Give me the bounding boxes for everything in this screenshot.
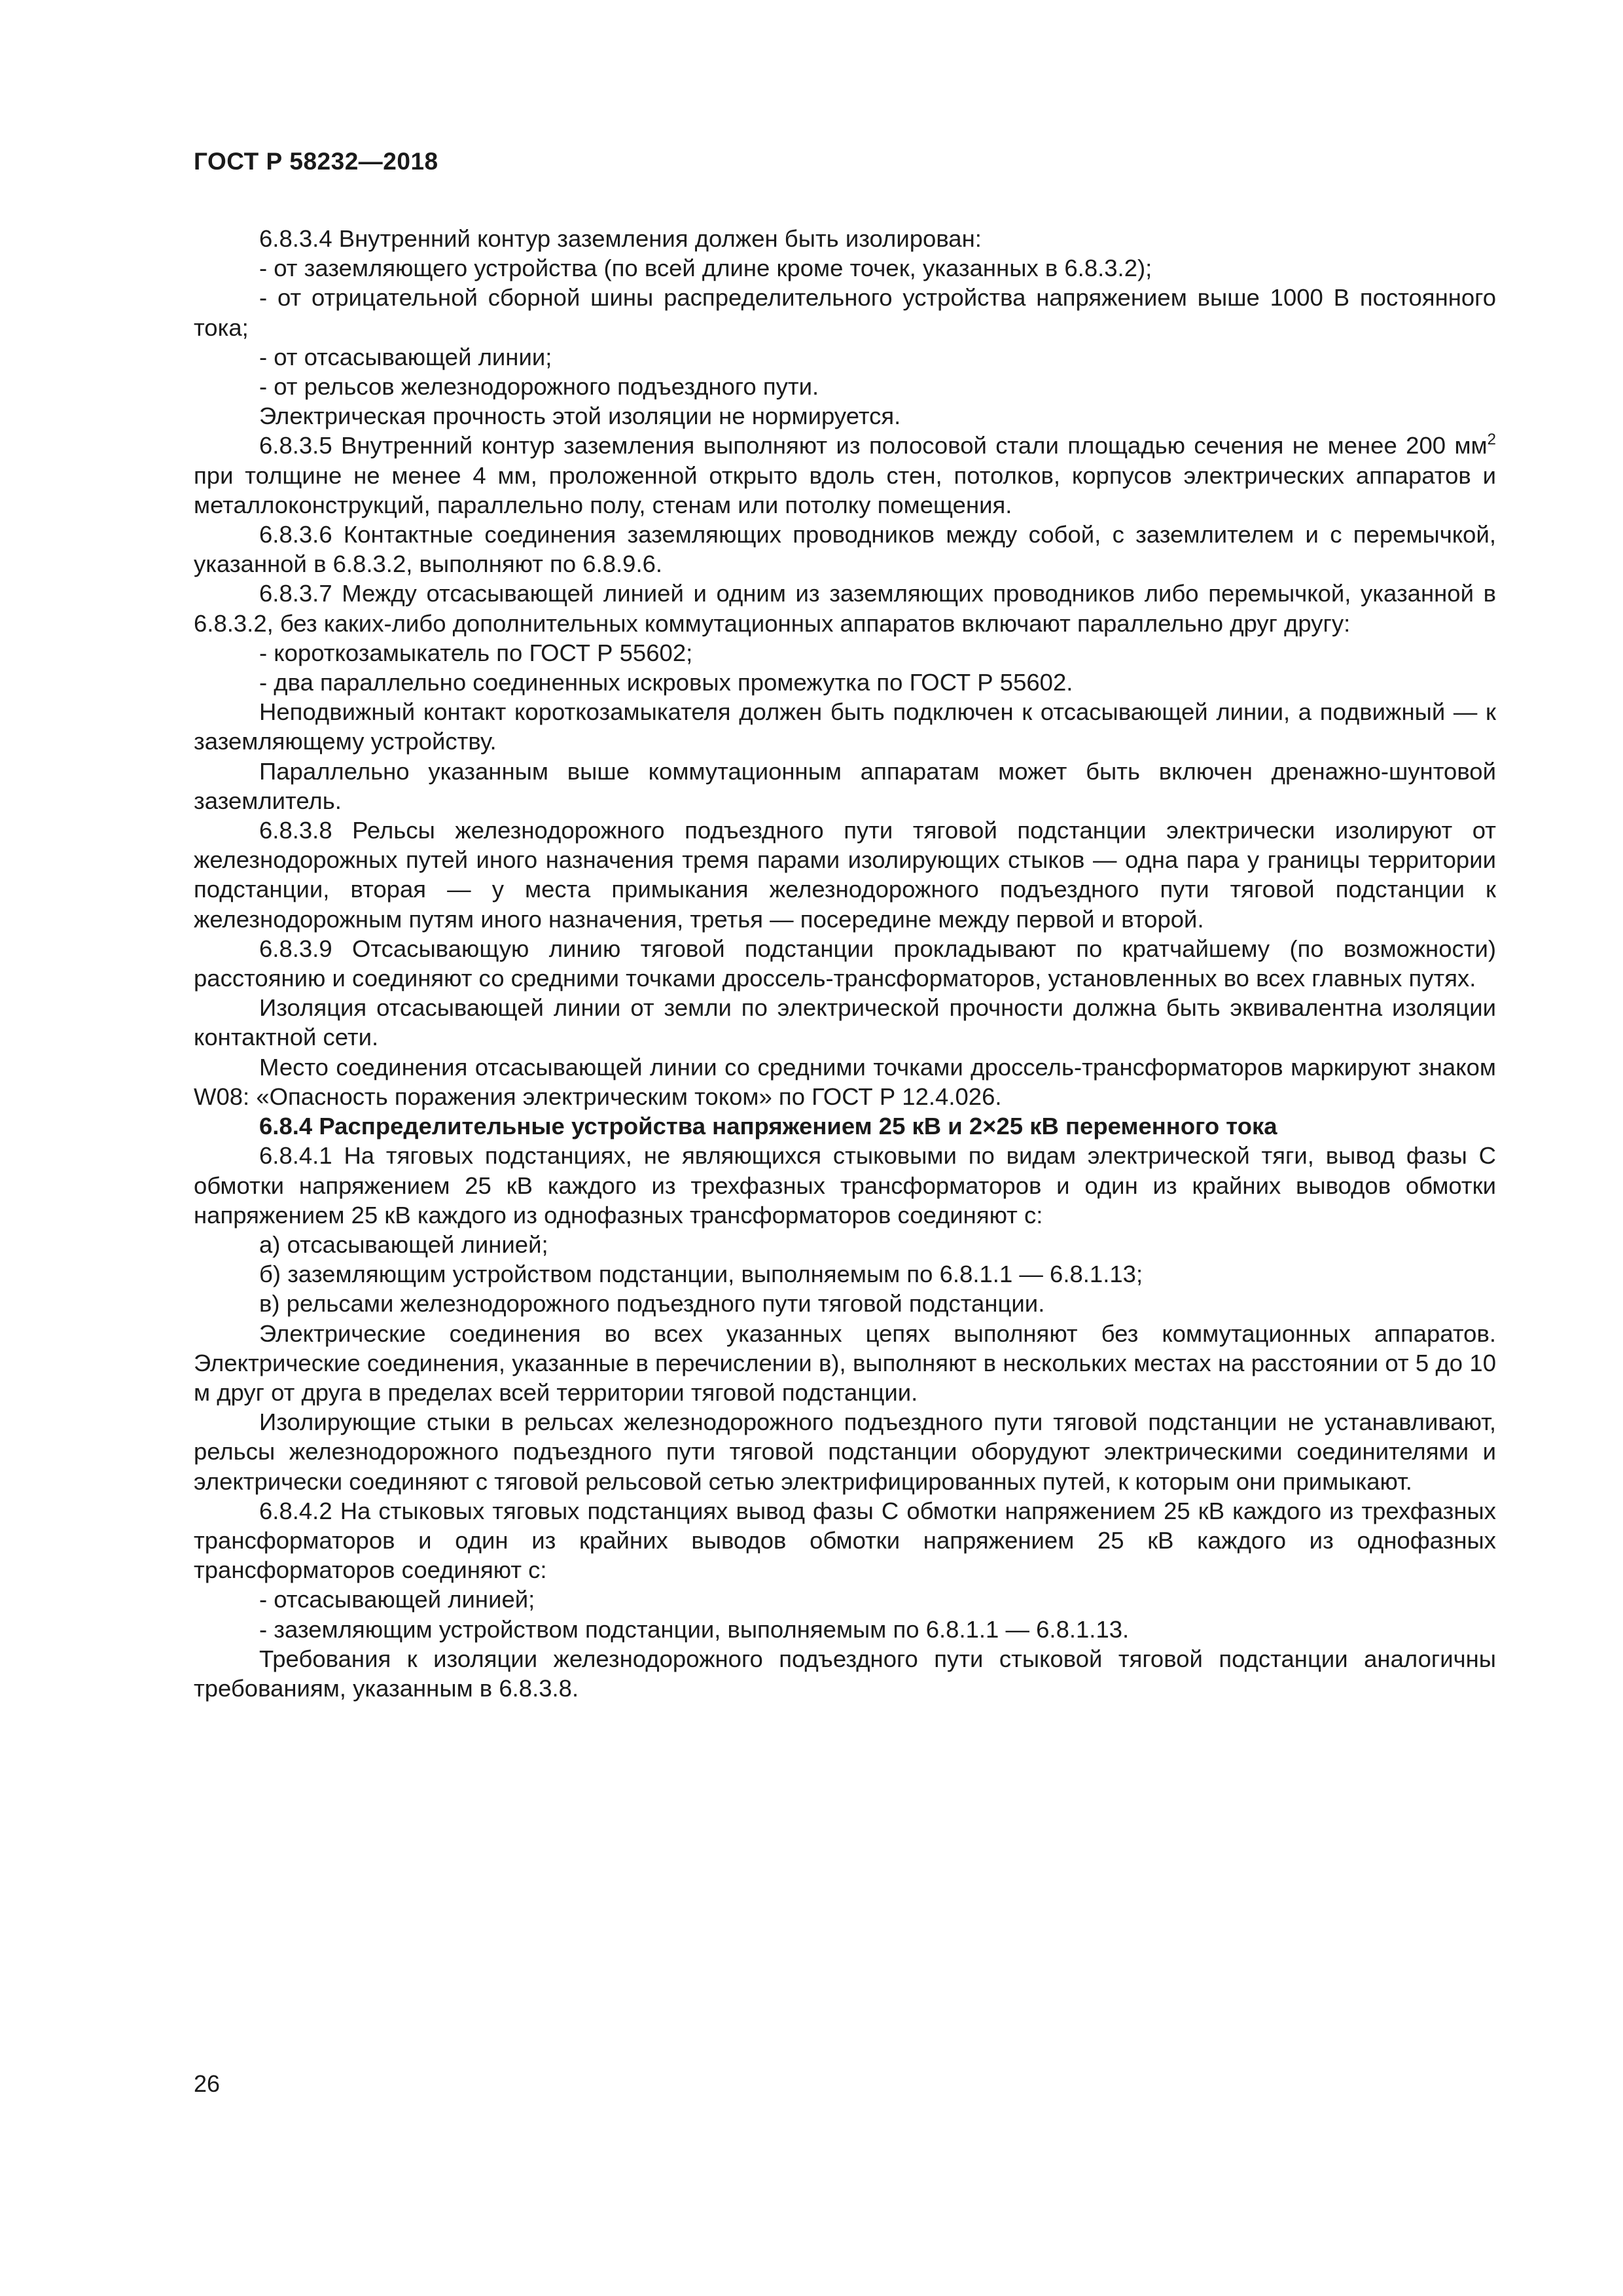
list-item: - короткозамыкатель по ГОСТ Р 55602; bbox=[259, 639, 693, 666]
paragraph: 6.8.4.2 На стыковых тяговых подстанциях вывод фазы С обмотки напряжением 25 кВ каждого из трехфазных трансформаторов и один из крайних выводов обмотки напряжением 25 кВ каждого из однофазных трансформаторов соединяют с: bbox=[194, 1497, 1496, 1584]
paragraph: 6.8.3.4 Внутренний контур заземления должен быть изолирован: bbox=[259, 225, 982, 252]
paragraph-6835 bbox=[194, 431, 1496, 520]
list-item: - от отсасывающей линии; bbox=[259, 343, 552, 370]
paragraph: Место соединения отсасывающей линии со средними точками дроссель-трансформаторов маркируют знаком W08: «Опасность поражения электрическим током» по ГОСТ Р 12.4.026. bbox=[194, 1053, 1496, 1110]
document-header: ГОСТ Р 58232—2018 bbox=[194, 148, 438, 175]
paragraph: Электрическая прочность этой изоляции не нормируется. bbox=[259, 403, 901, 430]
paragraph: 6.8.3.7 Между отсасывающей линией и одним из заземляющих проводников либо перемычкой, указанной в 6.8.3.2, без каких-либо дополнительных коммутационных аппаратов включают параллельно друг другу: bbox=[194, 580, 1496, 637]
paragraph: Требования к изоляции железнодорожного подъездного пути стыковой тяговой подстанции аналогичны требованиям, указанным в 6.8.3.8. bbox=[194, 1645, 1496, 1702]
paragraph-text: при толщине не менее 4 мм, проложенной открыто вдоль стен, потолков, корпусов электрических аппаратов и металлоконструкций, параллельно полу, стенам или потолку помещения. bbox=[194, 461, 1496, 518]
superscript: 2 bbox=[1487, 431, 1496, 449]
page-number: 26 bbox=[194, 2070, 221, 2097]
paragraph: Изоляция отсасывающей линии от земли по электрической прочности должна быть эквивалентна изоляции контактной сети. bbox=[194, 994, 1496, 1051]
list-item: - отсасывающей линией; bbox=[259, 1586, 535, 1613]
list-item: а) отсасывающей линией; bbox=[259, 1230, 548, 1258]
list-item: - два параллельно соединенных искровых промежутка по ГОСТ Р 55602. bbox=[259, 669, 1073, 696]
document-body bbox=[194, 224, 1496, 1703]
list-item: в) рельсами железнодорожного подъездного пути тяговой подстанции. bbox=[259, 1290, 1045, 1318]
paragraph: 6.8.3.8 Рельсы железнодорожного подъездного пути тяговой подстанции электрически изолируют от железнодорожных путей иного назначения тремя парами изолирующих стыков — одна пара у границы территории подстанции, вторая — у места примыкания железнодорожного подъездного пути тяговой подстанции к железнодорожным путям иного назначения, третья — посередине между первой и второй. bbox=[194, 817, 1496, 933]
list-item: - от рельсов железнодорожного подъездного пути. bbox=[259, 373, 819, 401]
section-heading: 6.8.4 Распределительные устройства напряжением 25 кВ и 2×25 кВ переменного тока bbox=[259, 1113, 1277, 1140]
paragraph: Неподвижный контакт короткозамыкателя должен быть подключен к отсасывающей линии, а подвижный — к заземляющему устройству. bbox=[194, 698, 1496, 755]
list-item: - от отрицательной сборной шины распределительного устройства напряжением выше 1000 В постоянного тока; bbox=[194, 284, 1496, 341]
list-item: - заземляющим устройством подстанции, выполняемым по 6.8.1.1 — 6.8.1.13. bbox=[259, 1615, 1130, 1643]
paragraph: Изолирующие стыки в рельсах железнодорожного подъездного пути тяговой подстанции не устанавливают, рельсы железнодорожного подъездного пути тяговой подстанции оборудуют электрическими соединителями и электрически соединяют с тяговой рельсовой сетью электрифицированных путей, к которым они примыкают. bbox=[194, 1408, 1496, 1495]
paragraph-text: 6.8.3.5 Внутренний контур заземления выполняют из полосовой стали площадью сечения не менее 200 мм bbox=[259, 432, 1488, 459]
paragraph: 6.8.4.1 На тяговых подстанциях, не являющихся стыковыми по видам электрической тяги, вывод фазы С обмотки напряжением 25 кВ каждого из трехфазных трансформаторов и один из крайних выводов обмотки напряжением 25 кВ каждого из однофазных трансформаторов соединяют с: bbox=[194, 1142, 1496, 1229]
list-item: - от заземляющего устройства (по всей длине кроме точек, указанных в 6.8.3.2); bbox=[259, 255, 1152, 282]
paragraph: Параллельно указанным выше коммутационным аппаратам может быть включен дренажно-шунтовой заземлитель. bbox=[194, 757, 1496, 814]
paragraph: 6.8.3.9 Отсасывающую линию тяговой подстанции прокладывают по кратчайшему (по возможности) расстоянию и соединяют со средними точками дроссель-трансформаторов, установленных во всех главных путях. bbox=[194, 935, 1496, 992]
paragraph: Электрические соединения во всех указанных цепях выполняют без коммутационных аппаратов. Электрические соединения, указанные в перечислении в), выполняют в нескольких местах на расстоянии от 5 до 10 м друг от друга в пределах всей территории тяговой подстанции. bbox=[194, 1319, 1496, 1406]
list-item: б) заземляющим устройством подстанции, выполняемым по 6.8.1.1 — 6.8.1.13; bbox=[259, 1261, 1143, 1288]
paragraph: 6.8.3.6 Контактные соединения заземляющих проводников между собой, с заземлителем и с перемычкой, указанной в 6.8.3.2, выполняют по 6.8.9.6. bbox=[194, 521, 1496, 578]
